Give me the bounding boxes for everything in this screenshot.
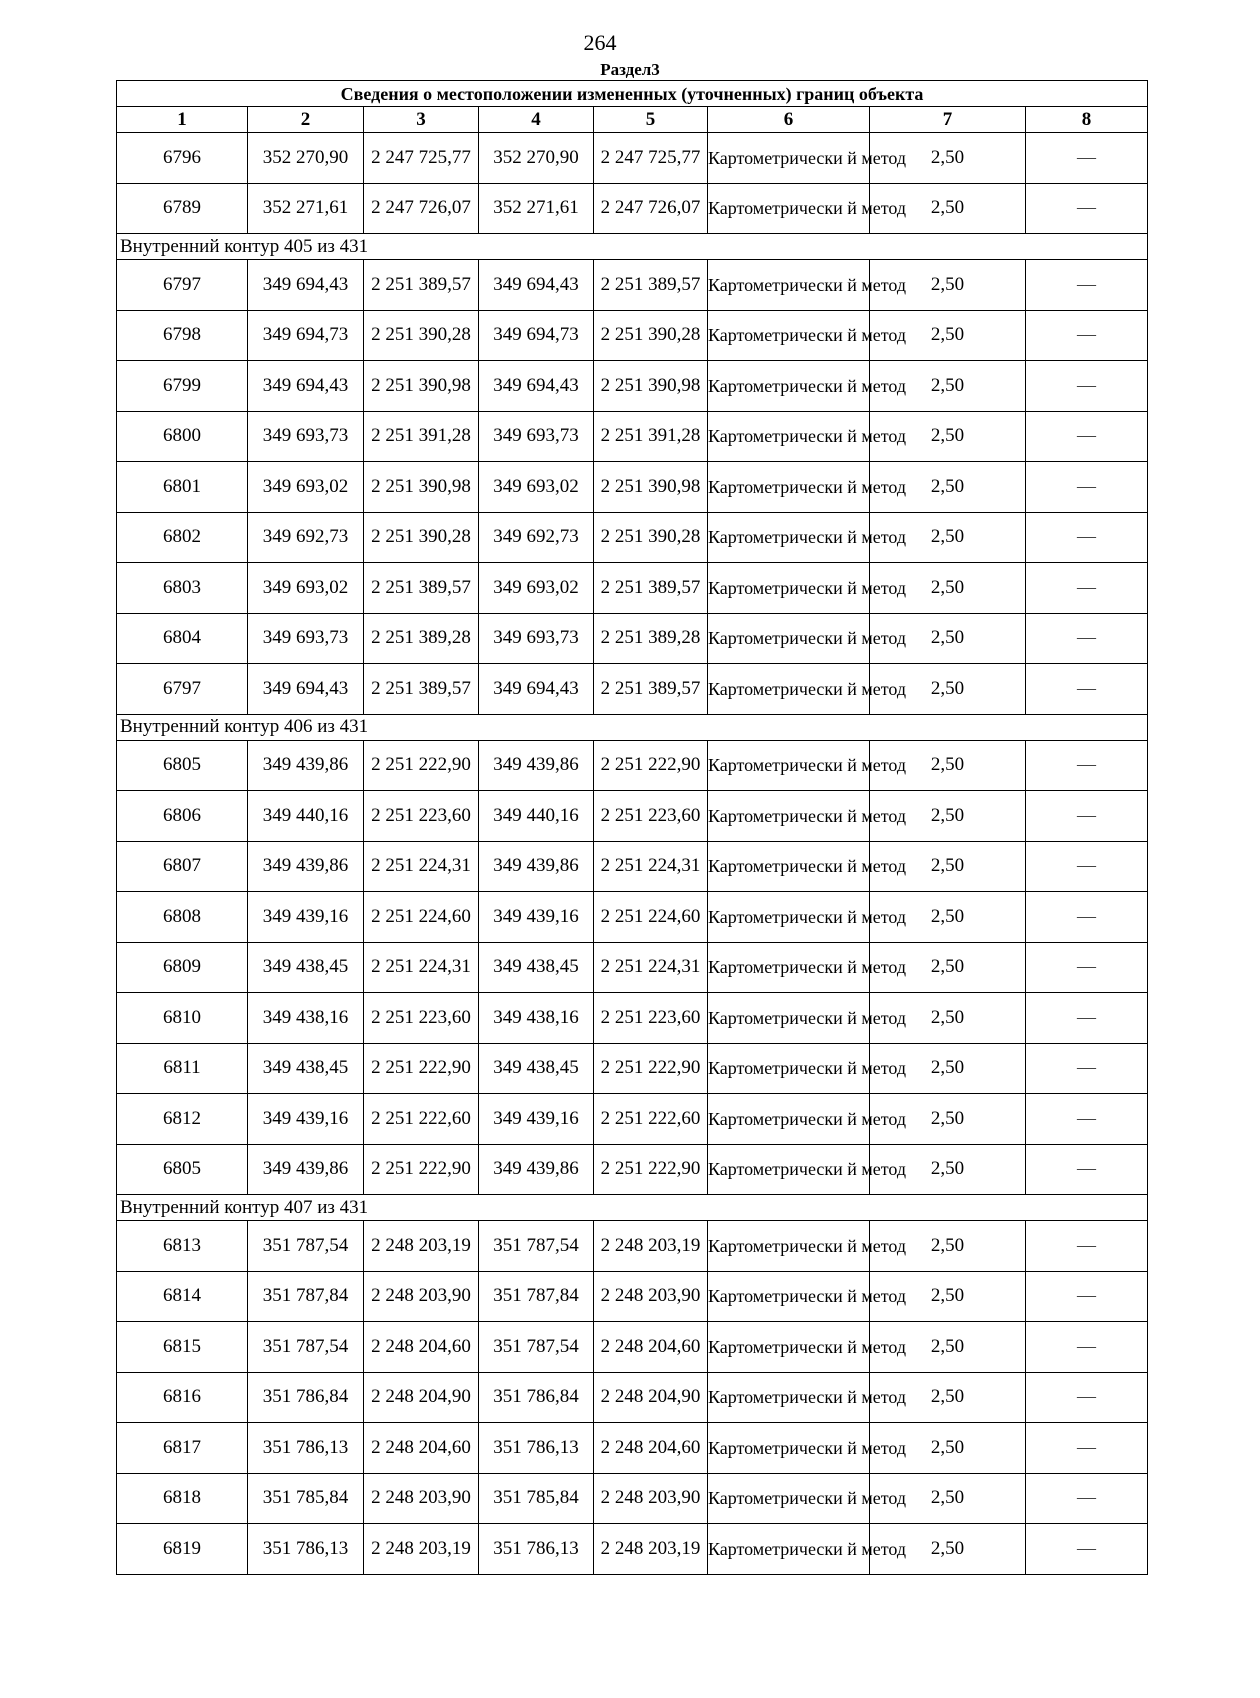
point-number: 6814 [117, 1271, 248, 1322]
description-value: — [1026, 462, 1148, 513]
contour-label: Внутренний контур 407 из 431 [117, 1195, 1148, 1221]
determination-method: Картометрически й метод [708, 1423, 870, 1474]
point-number: 6819 [117, 1524, 248, 1575]
table-row [117, 1473, 1148, 1524]
table-row [117, 1524, 1148, 1575]
table-row [117, 1144, 1148, 1195]
coord-x-existing: 351 786,84 [248, 1372, 364, 1423]
contour-header-row [117, 714, 1148, 740]
point-number: 6808 [117, 892, 248, 943]
point-number: 6809 [117, 942, 248, 993]
table-row [117, 361, 1148, 412]
coord-x-existing: 351 787,84 [248, 1271, 364, 1322]
coord-y-existing: 2 248 203,90 [364, 1271, 479, 1322]
description-value: — [1026, 613, 1148, 664]
determination-method: Картометрически й метод [708, 1144, 870, 1195]
coord-x-existing: 349 439,16 [248, 1094, 364, 1145]
accuracy-value: 2,50 [870, 1144, 1026, 1195]
coord-y-refined: 2 248 203,90 [594, 1473, 708, 1524]
description-value: — [1026, 993, 1148, 1044]
table-row [117, 1423, 1148, 1474]
coord-x-refined: 349 694,43 [479, 260, 594, 311]
coord-y-refined: 2 251 390,28 [594, 512, 708, 563]
point-number: 6802 [117, 512, 248, 563]
point-number: 6807 [117, 841, 248, 892]
accuracy-value: 2,50 [870, 993, 1026, 1044]
point-number: 6798 [117, 310, 248, 361]
determination-method: Картометрически й метод [708, 1372, 870, 1423]
column-number-6: 6 [708, 107, 870, 133]
determination-method: Картометрически й метод [708, 1271, 870, 1322]
point-number: 6799 [117, 361, 248, 412]
coord-y-existing: 2 251 389,57 [364, 563, 479, 614]
description-value: — [1026, 1322, 1148, 1373]
coord-y-existing: 2 251 390,28 [364, 512, 479, 563]
coord-y-refined: 2 248 203,19 [594, 1221, 708, 1272]
determination-method: Картометрически й метод [708, 1221, 870, 1272]
description-value: — [1026, 791, 1148, 842]
table-row [117, 563, 1148, 614]
coord-y-refined: 2 248 204,60 [594, 1423, 708, 1474]
coord-y-refined: 2 251 222,90 [594, 1043, 708, 1094]
table-row [117, 411, 1148, 462]
point-number: 6797 [117, 260, 248, 311]
point-number: 6805 [117, 740, 248, 791]
determination-method: Картометрически й метод [708, 791, 870, 842]
section-label: Раздел3 [600, 60, 660, 79]
coord-x-existing: 349 439,86 [248, 841, 364, 892]
accuracy-value: 2,50 [870, 462, 1026, 513]
coord-x-refined: 352 271,61 [479, 183, 594, 234]
table-row [117, 1271, 1148, 1322]
contour-header-row [117, 234, 1148, 260]
coord-x-refined: 349 438,16 [479, 993, 594, 1044]
point-number: 6801 [117, 462, 248, 513]
coord-x-existing: 351 786,13 [248, 1524, 364, 1575]
coord-x-refined: 351 786,84 [479, 1372, 594, 1423]
coord-y-existing: 2 248 203,19 [364, 1524, 479, 1575]
determination-method: Картометрически й метод [708, 664, 870, 715]
coord-x-refined: 349 692,73 [479, 512, 594, 563]
coord-x-refined: 349 694,43 [479, 361, 594, 412]
accuracy-value: 2,50 [870, 1322, 1026, 1373]
determination-method: Картометрически й метод [708, 993, 870, 1044]
coord-x-refined: 349 693,02 [479, 563, 594, 614]
coord-y-existing: 2 251 222,90 [364, 1144, 479, 1195]
coord-y-refined: 2 251 389,28 [594, 613, 708, 664]
accuracy-value: 2,50 [870, 740, 1026, 791]
point-number: 6817 [117, 1423, 248, 1474]
determination-method: Картометрически й метод [708, 310, 870, 361]
coord-x-existing: 349 438,16 [248, 993, 364, 1044]
determination-method: Картометрически й метод [708, 361, 870, 412]
coord-x-existing: 349 438,45 [248, 1043, 364, 1094]
coord-y-existing: 2 251 390,98 [364, 462, 479, 513]
coord-x-existing: 352 271,61 [248, 183, 364, 234]
coord-x-refined: 349 440,16 [479, 791, 594, 842]
coord-x-refined: 349 439,86 [479, 841, 594, 892]
contour-label: Внутренний контур 406 из 431 [117, 714, 1148, 740]
coord-x-existing: 349 694,73 [248, 310, 364, 361]
description-value: — [1026, 563, 1148, 614]
coord-x-refined: 349 438,45 [479, 942, 594, 993]
table-row [117, 462, 1148, 513]
coord-y-refined: 2 251 389,57 [594, 664, 708, 715]
accuracy-value: 2,50 [870, 563, 1026, 614]
description-value: — [1026, 310, 1148, 361]
determination-method: Картометрически й метод [708, 563, 870, 614]
determination-method: Картометрически й метод [708, 1524, 870, 1575]
column-number-3: 3 [364, 107, 479, 133]
determination-method: Картометрически й метод [708, 740, 870, 791]
table-row [117, 512, 1148, 563]
table-row [117, 1221, 1148, 1272]
description-value: — [1026, 1221, 1148, 1272]
coord-y-existing: 2 251 222,90 [364, 740, 479, 791]
coord-y-refined: 2 248 203,90 [594, 1271, 708, 1322]
coord-y-refined: 2 247 726,07 [594, 183, 708, 234]
column-number-4: 4 [479, 107, 594, 133]
coord-y-existing: 2 251 222,60 [364, 1094, 479, 1145]
coord-y-existing: 2 248 204,60 [364, 1423, 479, 1474]
coord-x-existing: 349 693,73 [248, 613, 364, 664]
coord-x-refined: 351 786,13 [479, 1423, 594, 1474]
accuracy-value: 2,50 [870, 260, 1026, 311]
coord-y-refined: 2 248 204,90 [594, 1372, 708, 1423]
coord-y-refined: 2 248 203,19 [594, 1524, 708, 1575]
description-value: — [1026, 942, 1148, 993]
table-row [117, 613, 1148, 664]
table-row [117, 664, 1148, 715]
table-title: Сведения о местоположении измененных (уточненных) границ объекта [117, 81, 1148, 107]
accuracy-value: 2,50 [870, 512, 1026, 563]
coord-y-existing: 2 251 390,28 [364, 310, 479, 361]
table-row [117, 1372, 1148, 1423]
coord-y-existing: 2 251 223,60 [364, 791, 479, 842]
coord-y-refined: 2 251 222,90 [594, 740, 708, 791]
point-number: 6815 [117, 1322, 248, 1373]
coord-x-existing: 349 439,86 [248, 740, 364, 791]
coord-y-existing: 2 251 224,31 [364, 841, 479, 892]
description-value: — [1026, 260, 1148, 311]
determination-method: Картометрически й метод [708, 183, 870, 234]
point-number: 6810 [117, 993, 248, 1044]
determination-method: Картометрически й метод [708, 1043, 870, 1094]
determination-method: Картометрически й метод [708, 411, 870, 462]
description-value: — [1026, 411, 1148, 462]
table-row [117, 133, 1148, 184]
coord-x-refined: 349 439,16 [479, 1094, 594, 1145]
accuracy-value: 2,50 [870, 1372, 1026, 1423]
table-row [117, 1094, 1148, 1145]
coord-y-existing: 2 251 391,28 [364, 411, 479, 462]
column-number-row [117, 107, 1148, 133]
coord-x-refined: 351 787,54 [479, 1322, 594, 1373]
contour-header-row [117, 1195, 1148, 1221]
description-value: — [1026, 512, 1148, 563]
accuracy-value: 2,50 [870, 411, 1026, 462]
coord-x-refined: 352 270,90 [479, 133, 594, 184]
coord-y-existing: 2 247 726,07 [364, 183, 479, 234]
determination-method: Картометрически й метод [708, 841, 870, 892]
table-row [117, 942, 1148, 993]
page-number: 264 [583, 30, 617, 55]
coord-y-existing: 2 251 390,98 [364, 361, 479, 412]
coord-x-refined: 349 439,86 [479, 740, 594, 791]
determination-method: Картометрически й метод [708, 1322, 870, 1373]
coord-x-existing: 349 694,43 [248, 361, 364, 412]
point-number: 6816 [117, 1372, 248, 1423]
coord-y-existing: 2 248 203,19 [364, 1221, 479, 1272]
coord-y-refined: 2 251 222,60 [594, 1094, 708, 1145]
coord-x-refined: 351 787,84 [479, 1271, 594, 1322]
coord-y-existing: 2 251 389,57 [364, 664, 479, 715]
description-value: — [1026, 1271, 1148, 1322]
coord-y-existing: 2 251 222,90 [364, 1043, 479, 1094]
description-value: — [1026, 361, 1148, 412]
accuracy-value: 2,50 [870, 791, 1026, 842]
determination-method: Картометрически й метод [708, 260, 870, 311]
coord-x-refined: 351 786,13 [479, 1524, 594, 1575]
coord-y-refined: 2 251 222,90 [594, 1144, 708, 1195]
description-value: — [1026, 1043, 1148, 1094]
coord-y-existing: 2 251 389,28 [364, 613, 479, 664]
coord-y-existing: 2 247 725,77 [364, 133, 479, 184]
description-value: — [1026, 133, 1148, 184]
description-value: — [1026, 183, 1148, 234]
point-number: 6796 [117, 133, 248, 184]
determination-method: Картометрически й метод [708, 512, 870, 563]
table-row [117, 791, 1148, 842]
table-row [117, 1322, 1148, 1373]
description-value: — [1026, 892, 1148, 943]
boundary-coordinates-table [116, 80, 1148, 1575]
accuracy-value: 2,50 [870, 1271, 1026, 1322]
column-number-7: 7 [870, 107, 1026, 133]
accuracy-value: 2,50 [870, 613, 1026, 664]
table-row [117, 993, 1148, 1044]
column-number-8: 8 [1026, 107, 1148, 133]
coord-x-existing: 351 786,13 [248, 1423, 364, 1474]
accuracy-value: 2,50 [870, 1043, 1026, 1094]
accuracy-value: 2,50 [870, 1094, 1026, 1145]
coord-x-existing: 349 692,73 [248, 512, 364, 563]
coord-y-refined: 2 251 223,60 [594, 791, 708, 842]
table-row [117, 260, 1148, 311]
table-body [117, 133, 1148, 1575]
coord-x-existing: 351 785,84 [248, 1473, 364, 1524]
coord-y-existing: 2 251 223,60 [364, 993, 479, 1044]
coord-y-existing: 2 248 204,90 [364, 1372, 479, 1423]
coord-x-existing: 351 787,54 [248, 1221, 364, 1272]
accuracy-value: 2,50 [870, 892, 1026, 943]
coord-x-existing: 351 787,54 [248, 1322, 364, 1373]
coord-y-refined: 2 251 224,60 [594, 892, 708, 943]
description-value: — [1026, 1144, 1148, 1195]
table-row [117, 183, 1148, 234]
point-number: 6811 [117, 1043, 248, 1094]
description-value: — [1026, 1473, 1148, 1524]
coord-x-refined: 349 693,73 [479, 613, 594, 664]
coord-x-refined: 349 694,43 [479, 664, 594, 715]
accuracy-value: 2,50 [870, 1423, 1026, 1474]
coord-y-existing: 2 248 203,90 [364, 1473, 479, 1524]
coord-x-refined: 349 694,73 [479, 310, 594, 361]
point-number: 6805 [117, 1144, 248, 1195]
coord-x-refined: 349 693,02 [479, 462, 594, 513]
coord-x-refined: 351 785,84 [479, 1473, 594, 1524]
accuracy-value: 2,50 [870, 664, 1026, 715]
coord-x-existing: 349 693,02 [248, 462, 364, 513]
coord-y-refined: 2 248 204,60 [594, 1322, 708, 1373]
coord-y-refined: 2 251 224,31 [594, 942, 708, 993]
coord-x-existing: 349 694,43 [248, 664, 364, 715]
table-row [117, 1043, 1148, 1094]
coord-x-existing: 349 438,45 [248, 942, 364, 993]
coord-y-existing: 2 248 204,60 [364, 1322, 479, 1373]
coord-y-refined: 2 251 391,28 [594, 411, 708, 462]
point-number: 6813 [117, 1221, 248, 1272]
coord-x-refined: 351 787,54 [479, 1221, 594, 1272]
accuracy-value: 2,50 [870, 310, 1026, 361]
description-value: — [1026, 664, 1148, 715]
table-row [117, 892, 1148, 943]
accuracy-value: 2,50 [870, 183, 1026, 234]
description-value: — [1026, 841, 1148, 892]
determination-method: Картометрически й метод [708, 613, 870, 664]
coord-y-refined: 2 251 390,98 [594, 361, 708, 412]
point-number: 6806 [117, 791, 248, 842]
point-number: 6800 [117, 411, 248, 462]
coord-y-existing: 2 251 224,31 [364, 942, 479, 993]
coord-y-refined: 2 251 389,57 [594, 563, 708, 614]
column-number-5: 5 [594, 107, 708, 133]
accuracy-value: 2,50 [870, 133, 1026, 184]
column-number-2: 2 [248, 107, 364, 133]
coord-y-refined: 2 247 725,77 [594, 133, 708, 184]
coord-x-existing: 349 694,43 [248, 260, 364, 311]
coord-y-refined: 2 251 223,60 [594, 993, 708, 1044]
point-number: 6812 [117, 1094, 248, 1145]
determination-method: Картометрически й метод [708, 892, 870, 943]
determination-method: Картометрически й метод [708, 1473, 870, 1524]
description-value: — [1026, 740, 1148, 791]
column-number-1: 1 [117, 107, 248, 133]
table-row [117, 740, 1148, 791]
coord-y-existing: 2 251 389,57 [364, 260, 479, 311]
point-number: 6789 [117, 183, 248, 234]
coord-y-refined: 2 251 390,98 [594, 462, 708, 513]
coord-x-refined: 349 439,86 [479, 1144, 594, 1195]
coord-y-existing: 2 251 224,60 [364, 892, 479, 943]
determination-method: Картометрически й метод [708, 462, 870, 513]
coord-y-refined: 2 251 390,28 [594, 310, 708, 361]
point-number: 6803 [117, 563, 248, 614]
table-row [117, 310, 1148, 361]
coord-x-existing: 349 440,16 [248, 791, 364, 842]
accuracy-value: 2,50 [870, 841, 1026, 892]
coord-x-refined: 349 439,16 [479, 892, 594, 943]
accuracy-value: 2,50 [870, 361, 1026, 412]
point-number: 6804 [117, 613, 248, 664]
coord-x-existing: 349 693,73 [248, 411, 364, 462]
determination-method: Картометрически й метод [708, 942, 870, 993]
determination-method: Картометрически й метод [708, 1094, 870, 1145]
determination-method: Картометрически й метод [708, 133, 870, 184]
point-number: 6797 [117, 664, 248, 715]
accuracy-value: 2,50 [870, 1473, 1026, 1524]
description-value: — [1026, 1094, 1148, 1145]
contour-label: Внутренний контур 405 из 431 [117, 234, 1148, 260]
accuracy-value: 2,50 [870, 1524, 1026, 1575]
point-number: 6818 [117, 1473, 248, 1524]
coord-x-existing: 352 270,90 [248, 133, 364, 184]
accuracy-value: 2,50 [870, 942, 1026, 993]
coord-x-refined: 349 693,73 [479, 411, 594, 462]
coord-x-refined: 349 438,45 [479, 1043, 594, 1094]
accuracy-value: 2,50 [870, 1221, 1026, 1272]
description-value: — [1026, 1524, 1148, 1575]
coord-x-existing: 349 693,02 [248, 563, 364, 614]
description-value: — [1026, 1423, 1148, 1474]
coord-x-existing: 349 439,86 [248, 1144, 364, 1195]
coord-y-refined: 2 251 389,57 [594, 260, 708, 311]
table-row [117, 841, 1148, 892]
description-value: — [1026, 1372, 1148, 1423]
coord-y-refined: 2 251 224,31 [594, 841, 708, 892]
coord-x-existing: 349 439,16 [248, 892, 364, 943]
